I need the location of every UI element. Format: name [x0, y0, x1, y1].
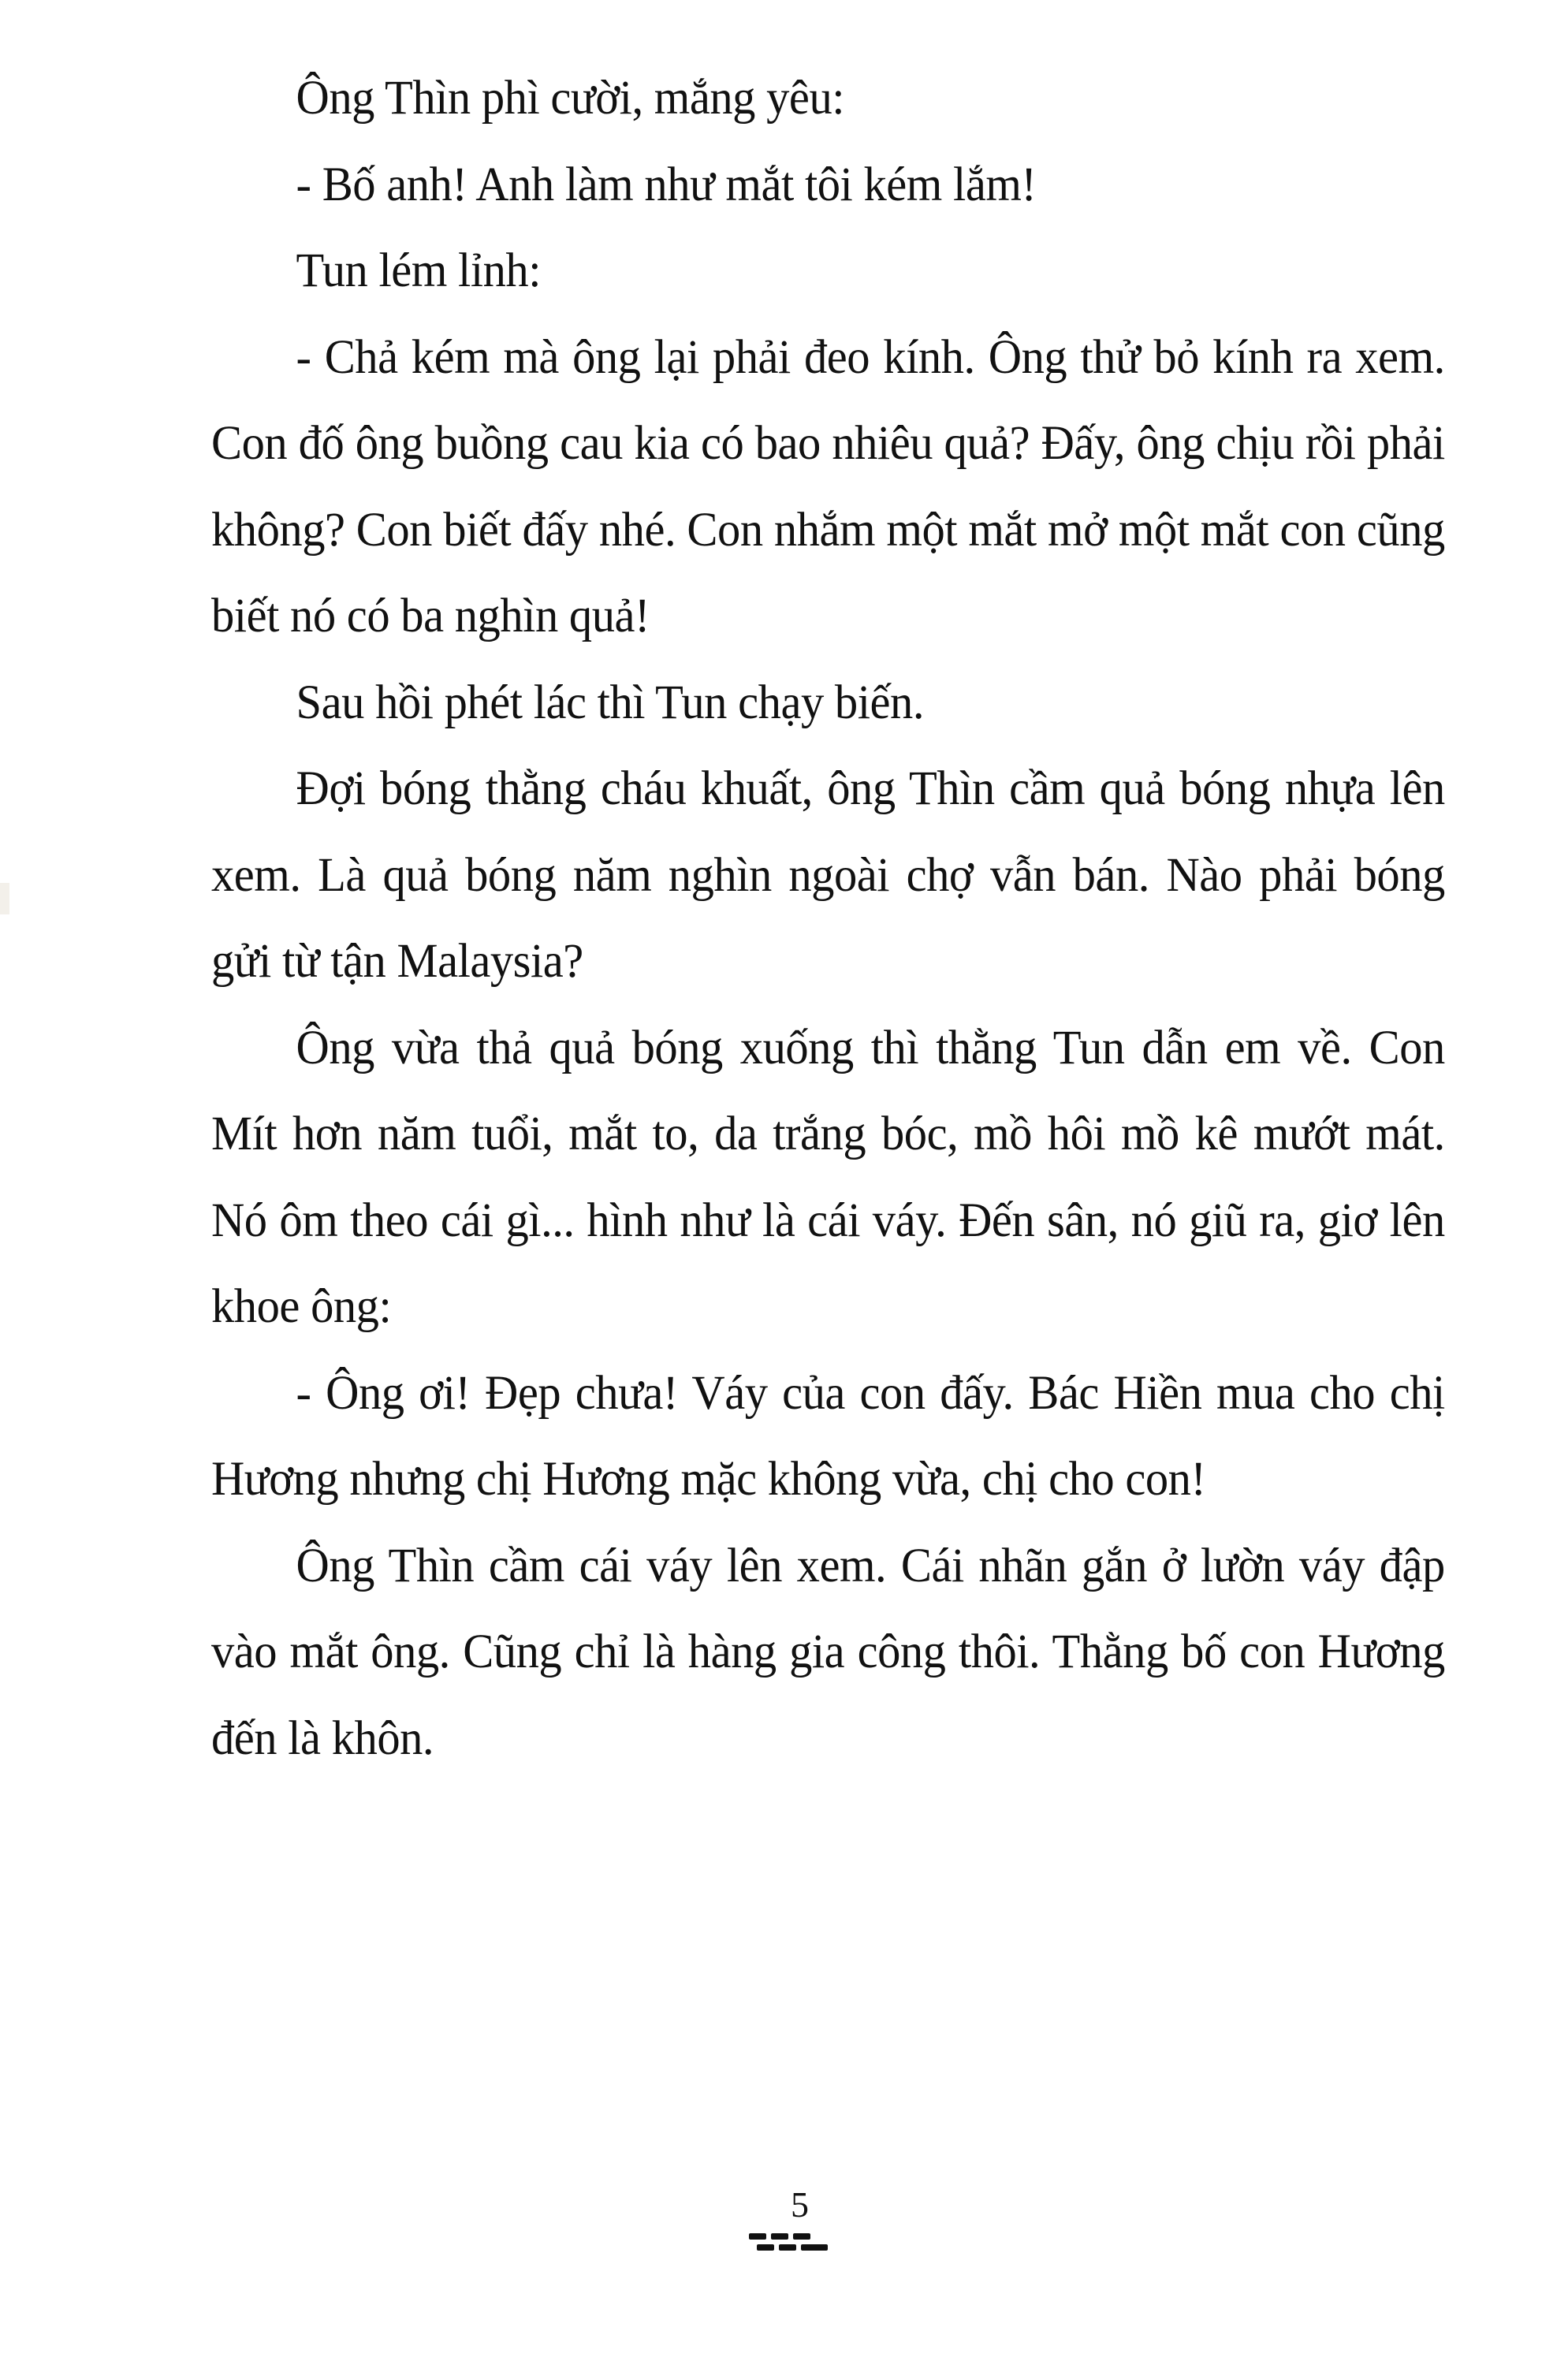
paragraph: Đợi bóng thằng cháu khuất, ông Thìn cầm quả bóng nhựa lên xem. Là quả bóng năm nghìn ngoài chợ vẫn bán. Nào phải bóng gửi từ tận Malaysia?	[211, 762, 1445, 988]
paragraph: - Chả kém mà ông lại phải đeo kính. Ông thử bỏ kính ra xem. Con đố ông buồng cau kia có bao nhiêu quả? Đấy, ông chịu rồi phải không? Con biết đấy nhé. Con nhắm một mắt mở một mắt con cũng biết nó có ba nghìn quả!	[211, 330, 1445, 642]
paragraph: - Bố anh! Anh làm như mắt tôi kém lắm!	[296, 158, 1037, 211]
paragraph: Ông Thìn phì cười, mắng yêu:	[296, 72, 845, 125]
paragraph: Ông vừa thả quả bóng xuống thì thằng Tun dẫn em về. Con Mít hơn năm tuổi, mắt to, da trắng bóc, mồ hôi mồ kê mướt mát. Nó ôm theo cái gì... hình như là cái váy. Đến sân, nó giũ ra, giơ lên khoe ông:	[211, 1021, 1445, 1333]
paragraph: Tun lém lỉnh:	[296, 244, 542, 297]
paragraph: Sau hồi phét lác thì Tun chạy biến.	[296, 676, 924, 729]
page-number: 5	[791, 2184, 809, 2225]
page-footer	[0, 2184, 1568, 2262]
paragraph: Ông Thìn cầm cái váy lên xem. Cái nhãn gắn ở lườn váy đập vào mắt ông. Cũng chỉ là hàng gia công thôi. Thằng bố con Hương đến là khôn.	[211, 1539, 1445, 1765]
dash-ornament-icon	[749, 2230, 836, 2262]
body-text	[211, 55, 1445, 1782]
paragraph: - Ông ơi! Đẹp chưa! Váy của con đấy. Bác Hiền mua cho chị Hương nhưng chị Hương mặc không vừa, chị cho con!	[211, 1366, 1445, 1506]
scan-edge-mark	[0, 883, 9, 914]
